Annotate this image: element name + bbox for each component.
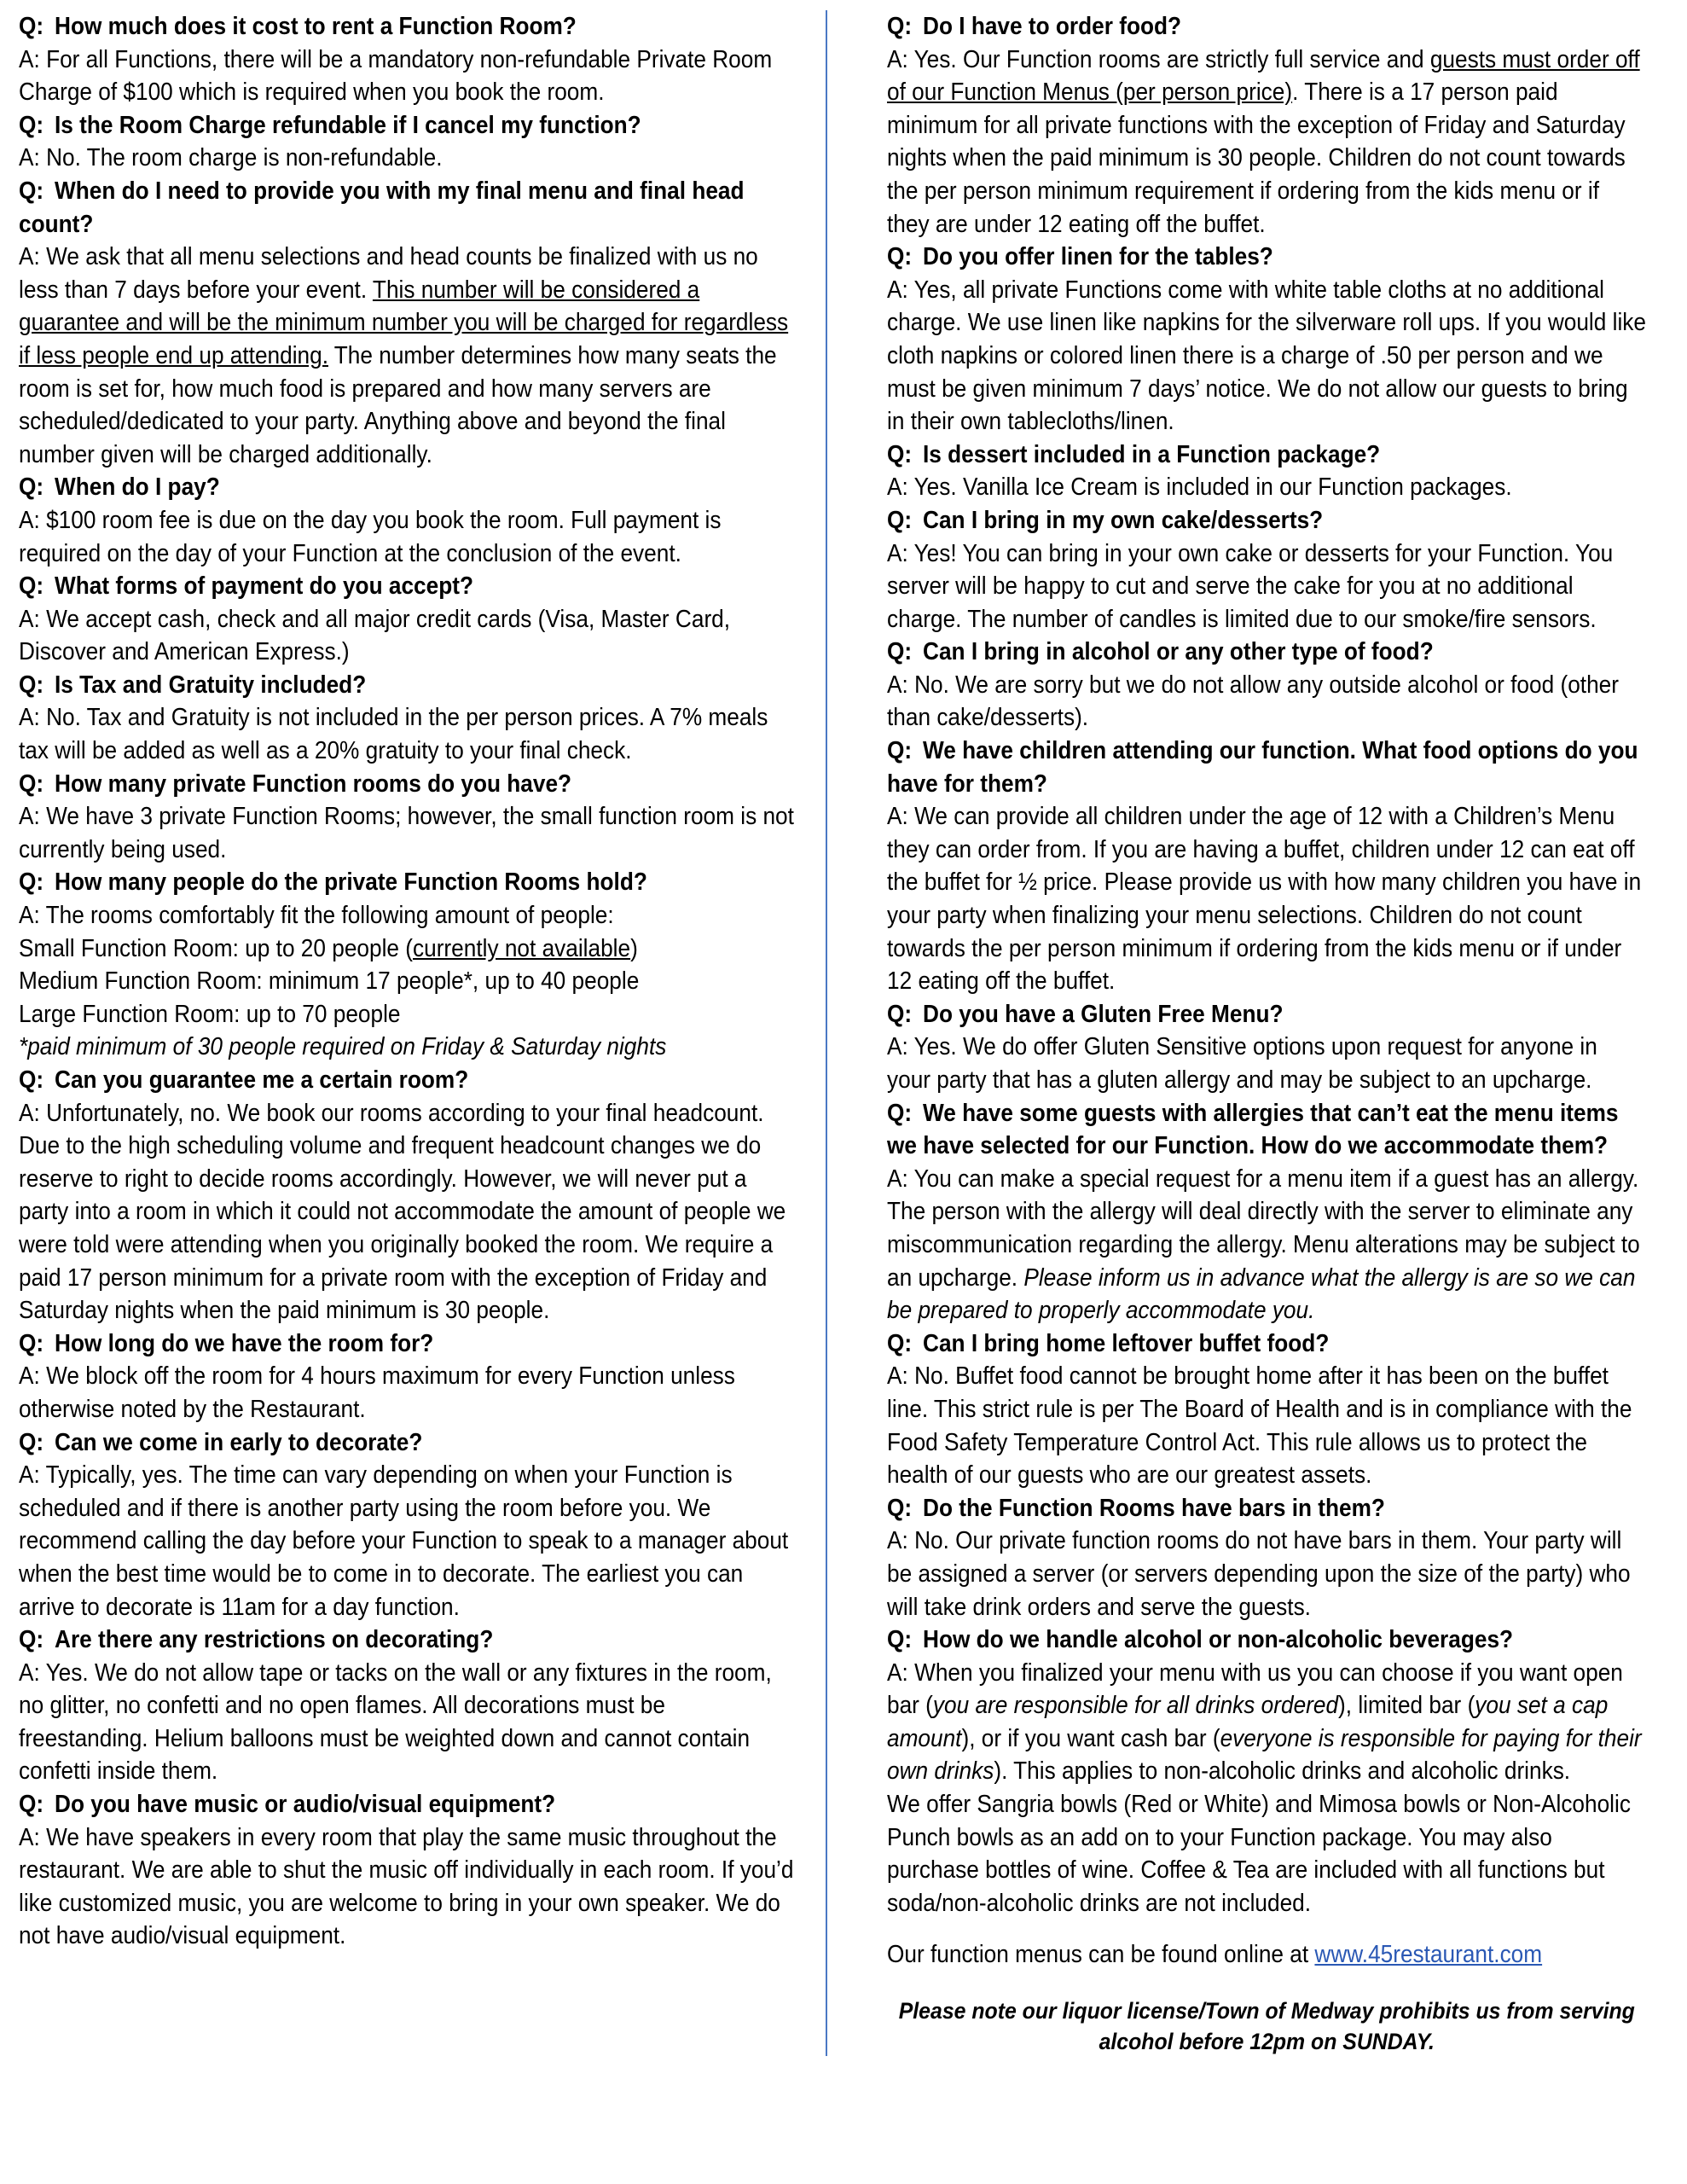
faq-answer [887, 537, 1647, 636]
answer-prefix: A: [887, 473, 908, 502]
answer-prefix: A: [887, 539, 908, 567]
question-prefix: Q: [887, 1329, 913, 1357]
answer-text: When you finalized your menu with us you can choose if you want open bar ( [887, 1658, 1623, 1720]
answer-text: Yes! You can bring in your own cake or desserts for your Function. You server will be happy to cut and serve the cake for you at no additional charge. The number of candles is limited due to our smoke/fire sensors. [887, 539, 1614, 633]
faq-answer [19, 1360, 800, 1426]
faq-question [19, 10, 800, 44]
faq-question [887, 241, 1647, 274]
faq-answer [887, 1360, 1647, 1491]
question-prefix: Q: [19, 1428, 44, 1456]
answer-prefix: A: [19, 902, 40, 930]
faq-question [887, 636, 1647, 669]
answer-prefix: A: [887, 1527, 908, 1555]
answer-text: You can make a special request for a menu item if a guest has an allergy. The person with the allergy will deal directly with the server to eliminate any miscommunication regarding the allergy. Menu alterations may be subject to an upcharge. [887, 1165, 1640, 1292]
faq-answer [887, 274, 1647, 439]
question-prefix: Q: [887, 243, 913, 271]
question-prefix: Q: [887, 638, 913, 666]
faq-answer [887, 669, 1647, 735]
answer-text: No. We are sorry but we do not allow any outside alcohol or food (other than cake/desserts). [887, 671, 1619, 732]
answer-text: you set a cap amount [887, 1692, 1609, 1752]
answer-text: Small Function Room: up to 20 people ( [19, 934, 414, 962]
website-line [887, 1938, 1647, 1972]
faq-answer [19, 800, 800, 866]
faq-answer [19, 44, 800, 109]
answer-prefix: A: [19, 506, 40, 534]
website-link[interactable]: www.45restaurant.com [1314, 1941, 1543, 1969]
answer-prefix: A: [19, 1823, 40, 1851]
answer-text: We offer Sangria bowls (Red or White) and Mimosa bowls or Non-Alcoholic Punch bowls as an add on to your Function package. You may also purchase bottles of wine. Coffee & Tea are included with all functions but soda/non-alcoholic drinks are not included. [887, 1791, 1631, 1917]
answer-text: We have speakers in every room that play the same music throughout the restaurant. We are able to shut the music off individually in each room. If you’d like customized music, you are welcome to bring in your own speaker. We do not have audio/visual equipment. [19, 1823, 794, 1950]
faq-question [887, 504, 1647, 537]
question-text: Is dessert included in a Function package? [923, 440, 1381, 468]
question-prefix: Q: [887, 13, 913, 40]
faq-question [887, 1623, 1647, 1657]
answer-text: We can provide all children under the age of 12 with a Children’s Menu they can order from. If you are having a buffet, children under 12 can eat off the buffet for ½ price. Please provide us with how many children you have in your party when finalizing your menu selections. Children do not count towards the per person minimum if ordering from the kids menu or if under 12 eating off the buffet. [887, 803, 1642, 996]
question-prefix: Q: [19, 1791, 44, 1819]
faq-question [19, 1064, 800, 1097]
question-text: Do you have music or audio/visual equipment? [55, 1791, 556, 1819]
faq-answer [19, 1821, 800, 1953]
faq-question [19, 1327, 800, 1361]
question-prefix: Q: [19, 473, 44, 502]
question-text: Can you guarantee me a certain room? [55, 1066, 469, 1094]
answer-text: Medium Function Room: minimum 17 people*, up to 40 people [19, 967, 640, 996]
answer-prefix: A: [19, 605, 40, 633]
answer-prefix: A: [19, 1099, 40, 1127]
answer-text: Please inform us in advance what the allergy is are so we can be prepared to properly accommodate you. [887, 1263, 1636, 1325]
question-text: How many people do the private Function Rooms hold? [55, 868, 647, 897]
answer-prefix: A: [887, 1033, 908, 1061]
answer-prefix: A: [887, 803, 908, 831]
question-text: Are there any restrictions on decorating? [55, 1626, 494, 1654]
faq-answer [887, 1031, 1647, 1096]
faq-question [887, 1492, 1647, 1525]
question-text: How long do we have the room for? [55, 1329, 434, 1357]
liquor-notice: Please note our liquor license/Town of Medway prohibits us from serving alcohol before 12pm on SUNDAY. [898, 1998, 1635, 2055]
faq-question [19, 1426, 800, 1460]
question-text: Can I bring in my own cake/desserts? [923, 506, 1324, 534]
answer-text: For all Functions, there will be a mandatory non-refundable Private Room Charge of $100 which is required when you book the room. [19, 45, 773, 107]
question-prefix: Q: [887, 1494, 913, 1522]
website-text: Our function menus can be found online at [887, 1941, 1315, 1969]
faq-question [887, 1097, 1647, 1163]
question-text: How much does it cost to rent a Function Room? [55, 13, 577, 40]
answer-text: No. Buffet food cannot be brought home after it has been on the buffet line. This strict rule is per The Board of Health and is in compliance with the Food Safety Temperature Control Act. This rule allows us to protect the health of our guests who are our greatest assets. [887, 1362, 1632, 1490]
faq-question [19, 866, 800, 899]
answer-text: Yes. Vanilla Ice Cream is included in our Function packages. [913, 473, 1512, 502]
answer-text: We have 3 private Function Rooms; however, the small function room is not currently being used. [19, 803, 794, 863]
question-text: Can I bring home leftover buffet food? [923, 1329, 1330, 1357]
faq-answer [887, 800, 1647, 998]
question-text: We have children attending our function. What food options do you have for them? [887, 737, 1638, 798]
faq-question [19, 175, 800, 241]
faq-question [887, 735, 1647, 800]
answer-text: We ask that all menu selections and head counts be finalized with us no less than 7 days before your event. [19, 243, 758, 304]
faq-question [19, 768, 800, 801]
faq-question [887, 1327, 1647, 1361]
question-prefix: Q: [19, 13, 44, 40]
answer-prefix: A: [19, 1461, 40, 1490]
column-divider [826, 10, 827, 2056]
question-prefix: Q: [19, 572, 44, 601]
answer-text: guests must order off of our Function Menus (per person price) [887, 45, 1640, 107]
question-prefix: Q: [887, 1000, 913, 1028]
answer-text: No. Our private function rooms do not have bars in them. Your party will be assigned a server (or servers depending upon the size of the party) who will take drink orders and serve the guests. [887, 1527, 1631, 1621]
answer-prefix: A: [19, 704, 40, 732]
answer-prefix: A: [19, 243, 40, 271]
faq-answer [19, 1097, 800, 1327]
answer-text: Yes, all private Functions come with white table cloths at no additional charge. We use linen like napkins for the silverware roll ups. If you would like cloth napkins or colored linen there is a charge of .50 per person and we must be given minimum 7 days’ notice. We do not allow our guests to bring in their own tablecloths/linen. [887, 276, 1646, 436]
question-text: We have some guests with allergies that can’t eat the menu items we have selected for our Function. How do we accommodate them? [887, 1099, 1619, 1160]
answer-text: ), limited bar ( [1338, 1692, 1475, 1720]
question-prefix: Q: [887, 506, 913, 534]
answer-text: ). This applies to non-alcoholic drinks and alcoholic drinks. [994, 1757, 1571, 1786]
answer-prefix: A: [19, 1362, 40, 1391]
answer-prefix: A: [887, 1165, 908, 1193]
faq-question [19, 471, 800, 504]
question-prefix: Q: [19, 111, 44, 139]
answer-text: ), or if you want cash bar ( [961, 1724, 1220, 1752]
question-prefix: Q: [887, 440, 913, 468]
answer-text: We accept cash, check and all major credit cards (Visa, Master Card, Discover and American Express.) [19, 605, 731, 666]
faq-question [19, 109, 800, 142]
faq-answer [19, 1657, 800, 1788]
answer-text: . There is a 17 person paid minimum for all private functions with the exception of Friday and Saturday nights when the paid minimum is 30 people. Children do not count towards the per person minimum requirement if ordering from the kids menu or if they are under 12 eating off the buffet. [887, 78, 1626, 238]
answer-prefix: A: [887, 671, 908, 699]
answer-text: Large Function Room: up to 70 people [19, 1000, 401, 1028]
answer-text: We block off the room for 4 hours maximum for every Function unless otherwise noted by the Restaurant. [19, 1362, 735, 1423]
question-text: How do we handle alcohol or non-alcoholic beverages? [923, 1626, 1514, 1654]
answer-text: ) [630, 934, 638, 962]
answer-text: Yes. Our Function rooms are strictly full service and [913, 45, 1430, 73]
faq-question [887, 998, 1647, 1031]
faq-answer [19, 899, 800, 1064]
answer-prefix: A: [19, 45, 40, 73]
answer-text: Typically, yes. The time can vary depending on when your Function is scheduled and if there is another party using the room before you. We recommend calling the day before your Function to speak to a manager about when the best time would be to come in to decorate. The earliest you can arrive to decorate is 11am for a day function. [19, 1461, 789, 1621]
answer-prefix: A: [19, 803, 40, 831]
answer-prefix: A: [19, 1658, 40, 1687]
faq-right-column [887, 10, 1647, 2057]
answer-text: Yes. We do not allow tape or tacks on the wall or any fixtures in the room, no glitter, no confetti and no open flames. All decorations must be freestanding. Helium balloons must be weighted down and cannot contain confetti inside them. [19, 1658, 772, 1786]
faq-question [19, 570, 800, 603]
answer-text: Unfortunately, no. We book our rooms according to your final headcount. Due to the high scheduling volume and frequent headcount changes we do reserve to right to decide rooms accordingly. However, we will never put a party into a room in which it could not accommodate the amount of people we were told were attending when you originally booked the room. We require a paid 17 person minimum for a private room with the exception of Friday and Saturday nights when the paid minimum is 30 people. [19, 1099, 786, 1325]
faq-answer [887, 1525, 1647, 1623]
question-text: Is the Room Charge refundable if I cancel my function? [55, 111, 641, 139]
question-text: Do you offer linen for the tables? [923, 243, 1273, 271]
answer-text: $100 room fee is due on the day you book the room. Full payment is required on the day of your Function at the conclusion of the event. [19, 506, 722, 567]
answer-text: *paid minimum of 30 people required on Friday & Saturday nights [19, 1033, 667, 1061]
question-prefix: Q: [19, 1626, 44, 1654]
answer-text: No. The room charge is non-refundable. [46, 144, 443, 172]
question-text: Is Tax and Gratuity included? [55, 671, 367, 699]
question-text: When do I pay? [55, 473, 220, 502]
faq-answer [887, 1163, 1647, 1327]
question-prefix: Q: [19, 671, 44, 699]
question-prefix: Q: [19, 1329, 44, 1357]
question-text: Do I have to order food? [923, 13, 1182, 40]
faq-question [19, 1788, 800, 1821]
answer-text: This number will be considered a guarantee and will be the minimum number you will be charged for regardless if less people end up attending. [19, 276, 789, 369]
answer-prefix: A: [887, 1362, 908, 1391]
question-text: Can I bring in alcohol or any other type of food? [923, 638, 1434, 666]
question-prefix: Q: [19, 1066, 44, 1094]
faq-answer [19, 504, 800, 570]
faq-answer [887, 471, 1647, 504]
faq-answer [887, 44, 1647, 241]
answer-text: The rooms comfortably fit the following amount of people: [45, 902, 614, 930]
faq-right-items [887, 10, 1647, 1920]
faq-answer [19, 1459, 800, 1623]
answer-text: everyone is responsible for paying for their own drinks [887, 1724, 1642, 1786]
answer-prefix: A: [19, 144, 40, 172]
faq-question [887, 10, 1647, 44]
answer-text: The number determines how many seats the room is set for, how much food is prepared and how many servers are scheduled/dedicated to your party. Anything above and beyond the final number given will be charged additionally. [19, 341, 777, 468]
faq-answer [19, 241, 800, 471]
question-prefix: Q: [887, 1099, 913, 1127]
answer-prefix: A: [887, 45, 908, 73]
question-text: Do the Function Rooms have bars in them? [923, 1494, 1385, 1522]
question-text: Can we come in early to decorate? [55, 1428, 423, 1456]
faq-left-column [19, 10, 800, 1953]
faq-answer [19, 701, 800, 767]
answer-text: No. Tax and Gratuity is not included in the per person prices. A 7% meals tax will be added as well as a 20% gratuity to your final check. [19, 704, 768, 765]
answer-text: Yes. We do offer Gluten Sensitive options upon request for anyone in your party that has a gluten allergy and may be subject to an upcharge. [887, 1033, 1597, 1094]
faq-answer [19, 142, 800, 175]
question-text: When do I need to provide you with my final menu and final head count? [19, 177, 745, 238]
faq-answer [887, 1657, 1647, 1920]
answer-text: currently not available [413, 934, 631, 962]
answer-text: you are responsible for all drinks ordered [932, 1692, 1339, 1720]
question-prefix: Q: [887, 737, 913, 765]
answer-prefix: A: [887, 276, 908, 304]
faq-question [19, 669, 800, 702]
question-prefix: Q: [19, 177, 44, 205]
question-prefix: Q: [19, 770, 44, 798]
answer-prefix: A: [887, 1658, 908, 1687]
question-prefix: Q: [887, 1626, 913, 1654]
faq-answer [19, 603, 800, 669]
question-text: Do you have a Gluten Free Menu? [923, 1000, 1284, 1028]
question-text: What forms of payment do you accept? [55, 572, 473, 601]
faq-question [19, 1623, 800, 1657]
question-text: How many private Function rooms do you have? [55, 770, 572, 798]
question-prefix: Q: [19, 868, 44, 897]
faq-question [887, 439, 1647, 472]
